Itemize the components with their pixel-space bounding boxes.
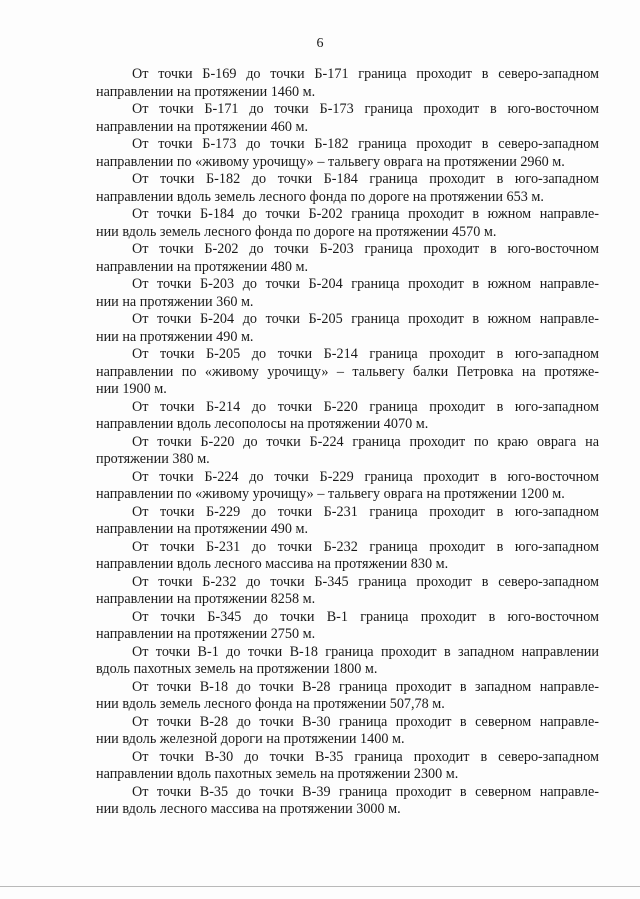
paragraph-line: От точки В-28 до точки В-30 граница проходит в северном направле- xyxy=(132,713,599,730)
paragraph-line: От точки Б-182 до точки Б-184 граница проходит в юго-западном xyxy=(132,171,599,187)
paragraph-line: направлении вдоль лесополосы на протяжении 4070 м. xyxy=(96,416,429,432)
paragraph-line: нии вдоль земель лесного фонда на протяжении 507,78 м. xyxy=(96,696,445,712)
paragraph xyxy=(96,434,599,469)
paragraph xyxy=(96,171,599,206)
paragraph-line: направлении на протяжении 460 м. xyxy=(96,118,309,135)
paragraph-line: От точки Б-231 до точки Б-232 граница проходит в юго-западном xyxy=(132,538,599,555)
paragraph-line: направлении на протяжении 490 м. xyxy=(96,521,309,537)
paragraph-line: направлении по «живому урочищу» – тальвегу балки Петровка на протяже- xyxy=(96,363,599,380)
paragraph xyxy=(96,749,599,784)
paragraph xyxy=(96,644,599,679)
paragraph-line: От точки В-35 до точки В-39 граница проходит в северном направле- xyxy=(132,783,599,800)
paragraph-line: От точки Б-224 до точки Б-229 граница проходит в юго-восточном xyxy=(132,468,599,485)
paragraph-line: От точки В-30 до точки В-35 граница проходит в северо-западном xyxy=(132,748,599,765)
paragraph xyxy=(96,66,599,101)
paragraph-line: От точки Б-203 до точки Б-204 граница проходит в южном направле- xyxy=(132,276,599,292)
paragraph-line: От точки Б-173 до точки Б-182 граница проходит в северо-западном xyxy=(132,136,599,152)
paragraph xyxy=(96,276,599,311)
paragraph xyxy=(96,784,599,819)
paragraph-line: От точки Б-184 до точки Б-202 граница проходит в южном направле- xyxy=(132,206,599,222)
paragraph-line: направлении по «живому урочищу» – тальвегу оврага на протяжении 1200 м. xyxy=(96,486,565,502)
paragraph xyxy=(96,399,599,434)
paragraph xyxy=(96,311,599,346)
paragraph-line: От точки Б-214 до точки Б-220 граница проходит в юго-западном xyxy=(132,398,599,415)
paragraph xyxy=(96,539,599,574)
paragraph-line: направлении по «живому урочищу» – тальвегу оврага на протяжении 2960 м. xyxy=(96,153,565,170)
paragraph xyxy=(96,714,599,749)
paragraph xyxy=(96,679,599,714)
paragraph-line: направлении вдоль земель лесного фонда по дороге на протяжении 653 м. xyxy=(96,188,544,205)
paragraph-line: направлении вдоль лесного массива на протяжении 830 м. xyxy=(96,556,449,572)
paragraph-line: нии вдоль земель лесного фонда по дороге на протяжении 4570 м. xyxy=(96,223,497,240)
paragraph-line: нии 1900 м. xyxy=(96,381,167,397)
paragraph-line: вдоль пахотных земель на протяжении 1800 м. xyxy=(96,661,378,677)
page-bottom-edge xyxy=(0,886,640,887)
paragraph-line: направлении на протяжении 480 м. xyxy=(96,258,309,275)
paragraph xyxy=(96,136,599,171)
paragraph-line: нии на протяжении 360 м. xyxy=(96,293,254,310)
paragraph-line: От точки Б-229 до точки Б-231 граница проходит в юго-западном xyxy=(132,503,599,520)
paragraph-line: От точки В-1 до точки В-18 граница проходит в западном направлении xyxy=(132,643,599,660)
paragraph-line: От точки Б-169 до точки Б-171 граница проходит в северо-западном xyxy=(132,66,599,82)
paragraph xyxy=(96,101,599,136)
document-body xyxy=(96,66,599,819)
paragraph-line: От точки Б-205 до точки Б-214 граница проходит в юго-западном xyxy=(132,346,599,362)
paragraph-line: нии на протяжении 490 м. xyxy=(96,328,254,345)
paragraph xyxy=(96,504,599,539)
paragraph-line: направлении на протяжении 8258 м. xyxy=(96,591,316,607)
paragraph-line: От точки Б-345 до точки В-1 граница проходит в юго-восточном xyxy=(132,608,599,625)
paragraph xyxy=(96,346,599,399)
paragraph xyxy=(96,241,599,276)
paragraph-line: нии вдоль лесного массива на протяжении 3000 м. xyxy=(96,801,401,817)
paragraph xyxy=(96,574,599,609)
paragraph-line: направлении на протяжении 2750 м. xyxy=(96,626,316,642)
paragraph xyxy=(96,206,599,241)
paragraph-line: направлении на протяжении 1460 м. xyxy=(96,83,316,100)
paragraph-line: От точки Б-232 до точки Б-345 граница проходит в северо-западном xyxy=(132,573,599,590)
paragraph-line: От точки Б-202 до точки Б-203 граница проходит в юго-восточном xyxy=(132,241,599,257)
paragraph-line: От точки Б-171 до точки Б-173 граница проходит в юго-восточном xyxy=(132,101,599,117)
page-number: 6 xyxy=(316,36,324,51)
paragraph-line: От точки Б-220 до точки Б-224 граница проходит по краю оврага на xyxy=(132,433,599,450)
paragraph-line: От точки В-18 до точки В-28 граница проходит в западном направле- xyxy=(132,678,599,695)
paragraph xyxy=(96,469,599,504)
paragraph-line: От точки Б-204 до точки Б-205 граница проходит в южном направле- xyxy=(132,311,599,327)
paragraph xyxy=(96,609,599,644)
paragraph-line: направлении вдоль пахотных земель на протяжении 2300 м. xyxy=(96,766,459,782)
paragraph-line: протяжении 380 м. xyxy=(96,451,210,467)
paragraph-line: нии вдоль железной дороги на протяжении 1400 м. xyxy=(96,731,405,747)
